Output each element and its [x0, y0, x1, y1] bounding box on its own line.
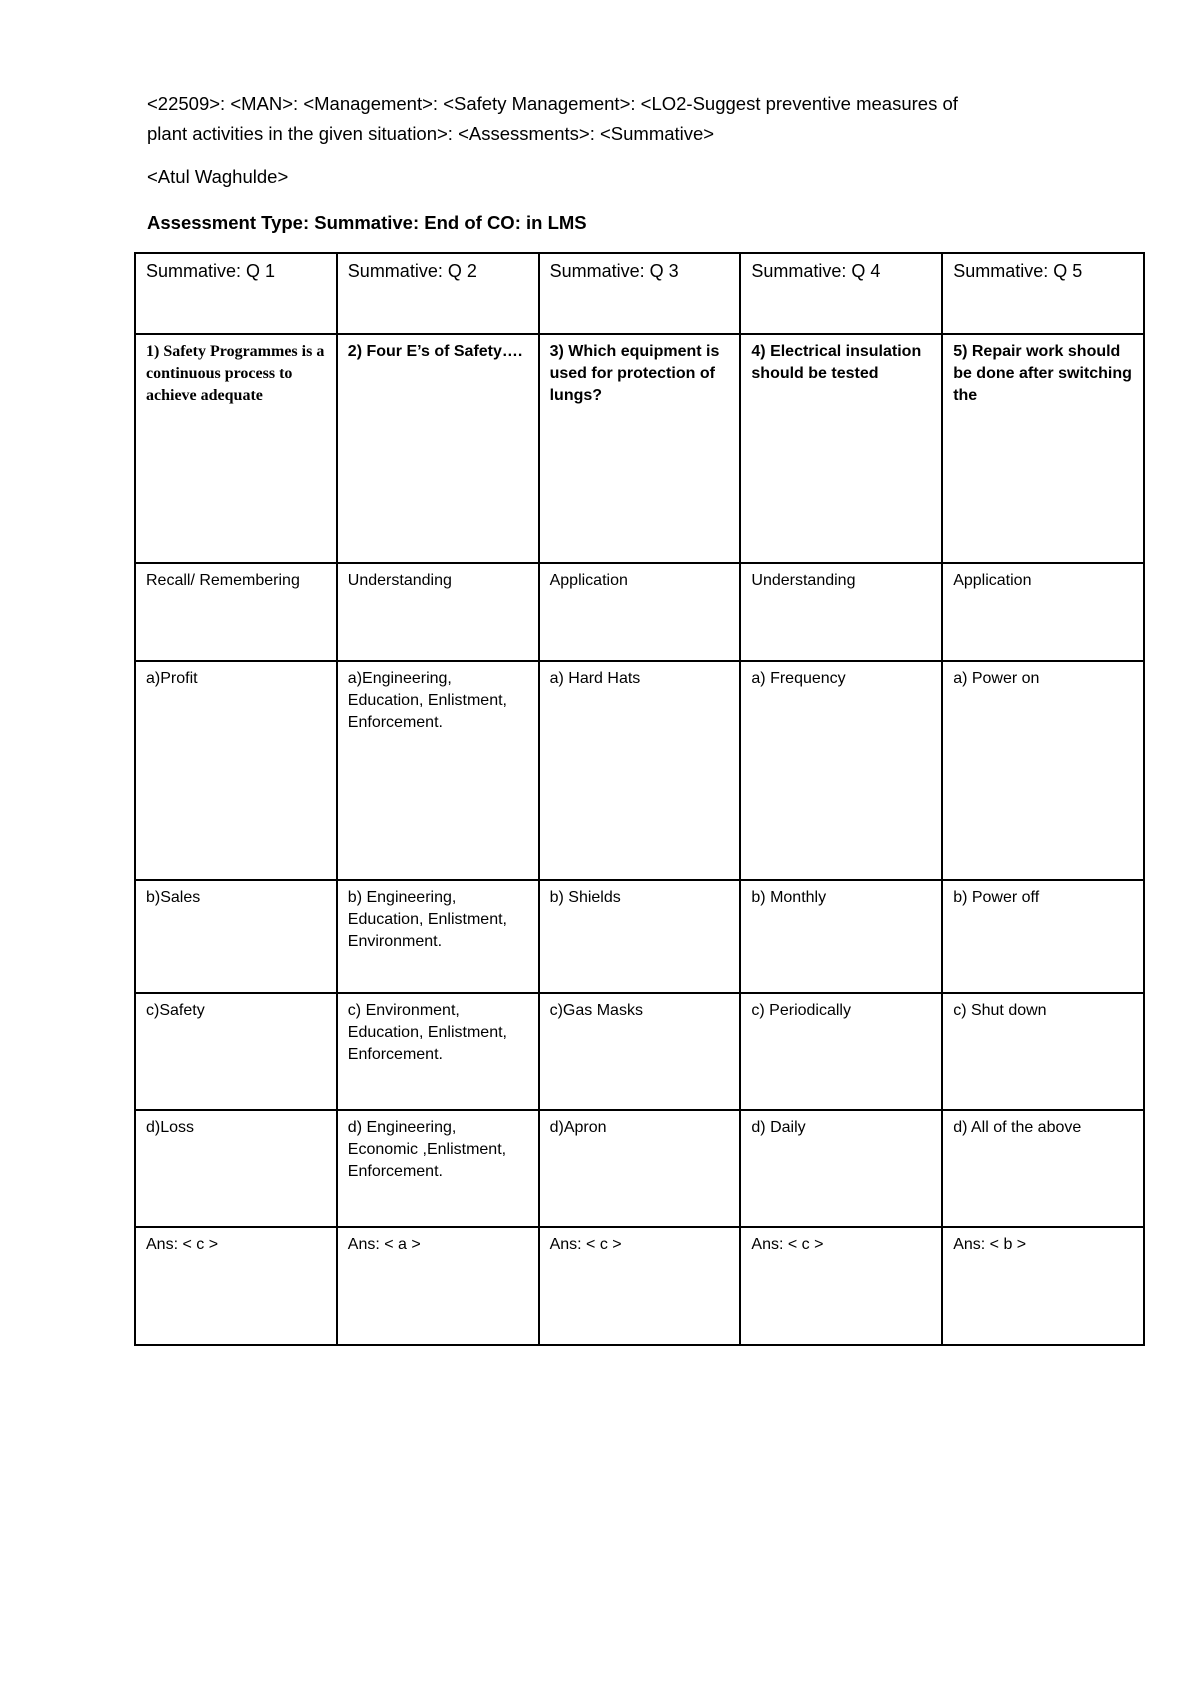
q1-option-b: b)Sales	[135, 880, 337, 993]
q4-option-a: a) Frequency	[740, 661, 942, 880]
q3-level: Application	[539, 563, 741, 661]
q4-question: 4) Electrical insulation should be tested	[740, 334, 942, 563]
q1-answer: Ans: < c >	[135, 1227, 337, 1345]
q1-option-d: d)Loss	[135, 1110, 337, 1227]
q5-answer: Ans: < b >	[942, 1227, 1144, 1345]
q1-level: Recall/ Remembering	[135, 563, 337, 661]
q4-option-c: c) Periodically	[740, 993, 942, 1110]
q4-heading: Summative: Q 4	[740, 253, 942, 334]
q5-option-b: b) Power off	[942, 880, 1144, 993]
table-row-option-d	[135, 1110, 1144, 1227]
table-row-option-a	[135, 661, 1144, 880]
q3-option-c: c)Gas Masks	[539, 993, 741, 1110]
q1-heading: Summative: Q 1	[135, 253, 337, 334]
q5-option-c: c) Shut down	[942, 993, 1144, 1110]
table-row-answers	[135, 1227, 1144, 1345]
document-header: <22509>: <MAN>: <Management>: <Safety Management>: <LO2-Suggest preventive measures of plant activities in the given situation>: <Assessments>: <Summative>	[147, 93, 958, 144]
author-name: <Atul Waghulde>	[147, 166, 289, 187]
q3-option-b: b) Shields	[539, 880, 741, 993]
table-row-option-c	[135, 993, 1144, 1110]
q1-option-c: c)Safety	[135, 993, 337, 1110]
q4-level: Understanding	[740, 563, 942, 661]
q2-heading: Summative: Q 2	[337, 253, 539, 334]
q5-level: Application	[942, 563, 1144, 661]
q3-answer: Ans: < c >	[539, 1227, 741, 1345]
table-row-headings	[135, 253, 1144, 334]
q3-option-a: a) Hard Hats	[539, 661, 741, 880]
q3-question: 3) Which equipment is used for protection of lungs?	[539, 334, 741, 563]
q2-answer: Ans: < a >	[337, 1227, 539, 1345]
q2-level: Understanding	[337, 563, 539, 661]
q3-heading: Summative: Q 3	[539, 253, 741, 334]
table-row-option-b	[135, 880, 1144, 993]
table-row-levels	[135, 563, 1144, 661]
q5-option-a: a) Power on	[942, 661, 1144, 880]
assessment-type: Assessment Type: Summative: End of CO: in LMS	[147, 212, 587, 233]
q4-option-b: b) Monthly	[740, 880, 942, 993]
q1-question: 1) Safety Programmes is a continuous process to achieve adequate	[135, 334, 337, 563]
q5-option-d: d) All of the above	[942, 1110, 1144, 1227]
question-table	[134, 252, 1145, 1346]
q1-option-a: a)Profit	[135, 661, 337, 880]
q2-question: 2) Four E’s of Safety….	[337, 334, 539, 563]
q2-option-a: a)Engineering, Education, Enlistment, Enforcement.	[337, 661, 539, 880]
q4-option-d: d) Daily	[740, 1110, 942, 1227]
table-row-questions	[135, 334, 1144, 563]
q3-option-d: d)Apron	[539, 1110, 741, 1227]
q2-option-d: d) Engineering, Economic ,Enlistment, Enforcement.	[337, 1110, 539, 1227]
q5-heading: Summative: Q 5	[942, 253, 1144, 334]
q2-option-c: c) Environment, Education, Enlistment, Enforcement.	[337, 993, 539, 1110]
q5-question: 5) Repair work should be done after switching the	[942, 334, 1144, 563]
q2-option-b: b) Engineering, Education, Enlistment, Environment.	[337, 880, 539, 993]
q4-answer: Ans: < c >	[740, 1227, 942, 1345]
